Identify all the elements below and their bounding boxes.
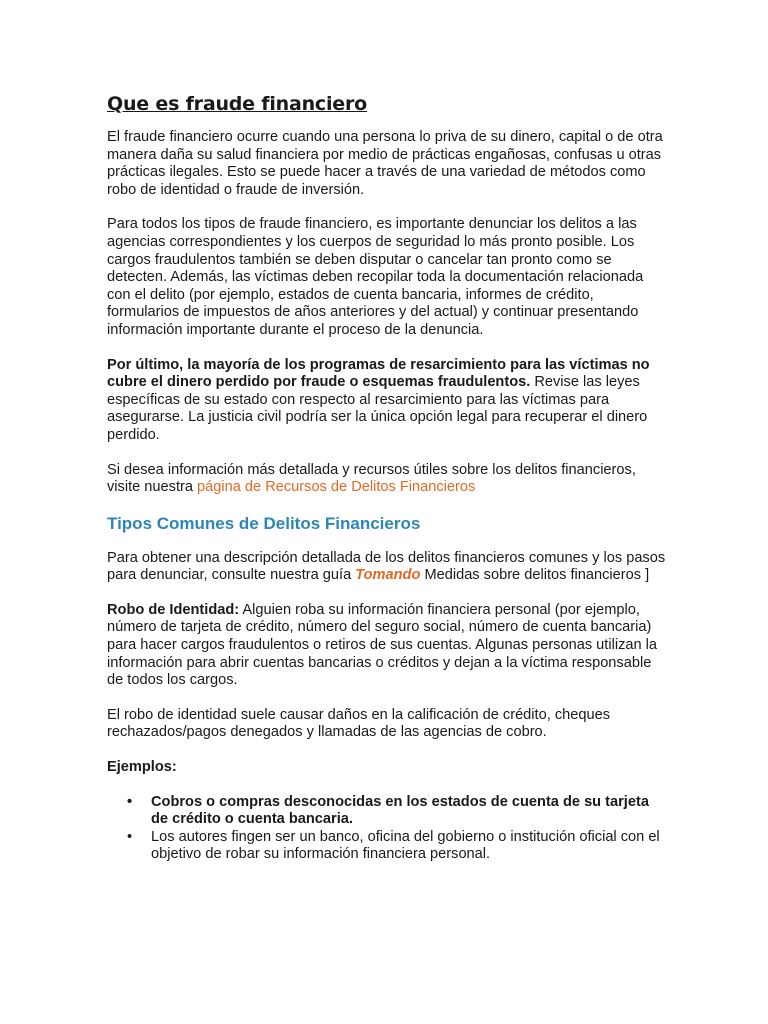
paragraph-identity-damage: El robo de identidad suele causar daños en la calificación de crédito, cheques rechazados/pagos denegados y llamadas de las agencias de cobro. [107, 706, 610, 741]
paragraph-reporting: Para todos los tipos de fraude financiero, es importante denunciar los delitos a las agencias correspondientes y los cuerpos de seguridad lo más pronto posible. Los cargos fraudulentos también se deben disputar o cancelar tan pronto como se detecten. Además, las víctimas deben recopilar toda la documentación relacionada con el delito (por ejemplo, estados de cuenta bancaria, informes de crédito, formularios de impuestos de años anteriores y del actual) y continuar presentando información importante durante el proceso de la denuncia. [107, 216, 644, 338]
resources-text: Si desea información más detallada y recursos útiles sobre los delitos financieros, visite nuestra [107, 461, 636, 496]
paragraph-guide [107, 550, 667, 585]
list-item [127, 793, 667, 829]
guide-text-rest: Medidas sobre delitos financieros ] [420, 567, 650, 584]
examples-label: Ejemplos: [107, 759, 177, 776]
examples-list [107, 794, 667, 864]
paragraph-restitution [107, 357, 667, 445]
document-content [107, 93, 667, 864]
section-heading: Tipos Comunes de Delitos Financieros [107, 513, 421, 533]
identity-theft-label: Robo de Identidad: [107, 601, 240, 618]
guide-emphasis-link[interactable]: Tomando [355, 567, 421, 584]
restitution-bold-text: Por último, la mayoría de los programas de resarcimiento para las víctimas no cubre el dinero perdido por fraude o esquemas fraudulentos. [107, 356, 650, 391]
paragraph-identity-theft [107, 602, 667, 690]
list-item-text: Los autores fingen ser un banco, oficina del gobierno o institución oficial con el objetivo de robar su información financiera personal. [151, 828, 660, 863]
identity-theft-text: Alguien roba su información financiera personal (por ejemplo, número de tarjeta de crédito, número del seguro social, número de cuenta bancaria) para hacer cargos fraudulentos o retiros de sus cuentas. Algunas personas utilizan la información para abrir cuentas bancarias o créditos y dejan a la víctima responsable de todos los cargos. [107, 601, 658, 689]
list-item [127, 828, 667, 864]
bullet-icon: • [127, 828, 133, 845]
paragraph-intro: El fraude financiero ocurre cuando una persona lo priva de su dinero, capital o de otra manera daña su salud financiera por medio de prácticas engañosas, confusas u otras prácticas ilegales. Esto se puede hacer a través de una variedad de métodos como robo de identidad o fraude de inversión. [107, 129, 663, 198]
list-item-text: Cobros o compras desconocidas en los estados de cuenta de su tarjeta de crédito o cuenta bancaria. [151, 793, 649, 828]
resources-link[interactable]: página de Recursos de Delitos Financieros [197, 479, 476, 496]
paragraph-resources [107, 462, 667, 497]
page-title: Que es fraude financiero [107, 93, 368, 115]
guide-text: Para obtener una descripción detallada de los delitos financieros comunes y los pasos para denunciar, consulte nuestra guía [107, 549, 666, 584]
restitution-text: Revise las leyes específicas de su estado con respecto al resarcimiento para las víctimas para asegurarse. La justicia civil podría ser la única opción legal para recuperar el dinero perdido. [107, 374, 648, 443]
bullet-icon: • [127, 793, 133, 810]
